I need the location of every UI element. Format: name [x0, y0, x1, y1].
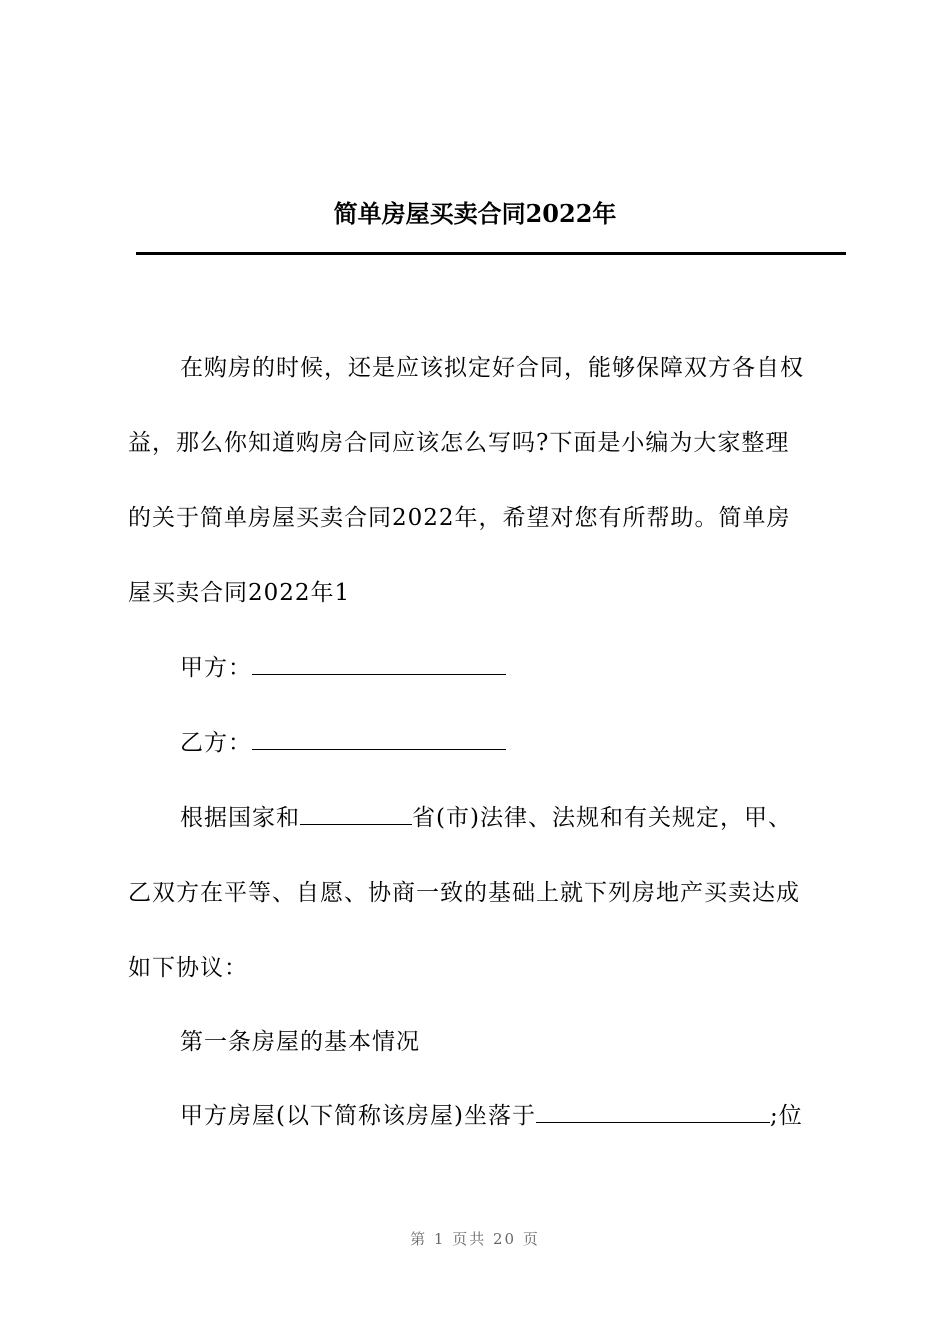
location-prefix: 甲方房屋(以下简称该房屋)坐落于 [180, 1103, 536, 1129]
intro-line-4: 屋买卖合同2022年1 [128, 580, 351, 606]
basis-prefix: 根据国家和 [180, 805, 300, 831]
page-footer: 第 1 页共 20 页 [410, 1230, 540, 1248]
party-b-label: 乙方： [180, 730, 252, 756]
party-b-line [180, 723, 900, 763]
intro-line-3: 的关于简单房屋买卖合同2022年，希望对您有所帮助。简单房 [128, 505, 791, 531]
basis-line-2: 乙双方在平等、自愿、协商一致的基础上就下列房地产买卖达成 [128, 880, 800, 906]
basis-line-1 [180, 798, 900, 838]
location-blank [536, 1098, 770, 1123]
article-1-heading: 第一条房屋的基本情况 [180, 1029, 420, 1055]
intro-line-1: 在购房的时候，还是应该拟定好合同，能够保障双方各自权 [180, 355, 804, 381]
title-underline [136, 252, 846, 255]
document-title: 简单房屋买卖合同2022年 [333, 199, 617, 228]
basis-line-3: 如下协议： [128, 955, 248, 981]
location-suffix: ;位 [769, 1103, 803, 1129]
province-blank [300, 800, 412, 825]
party-a-line [180, 648, 900, 688]
intro-line-2: 益，那么你知道购房合同应该怎么写吗?下面是小编为大家整理 [128, 430, 790, 456]
location-line [180, 1096, 900, 1136]
basis-suffix: 省(市)法律、法规和有关规定，甲、 [412, 805, 792, 831]
party-a-blank [252, 650, 506, 675]
party-a-label: 甲方： [180, 655, 252, 681]
party-b-blank [252, 725, 506, 750]
